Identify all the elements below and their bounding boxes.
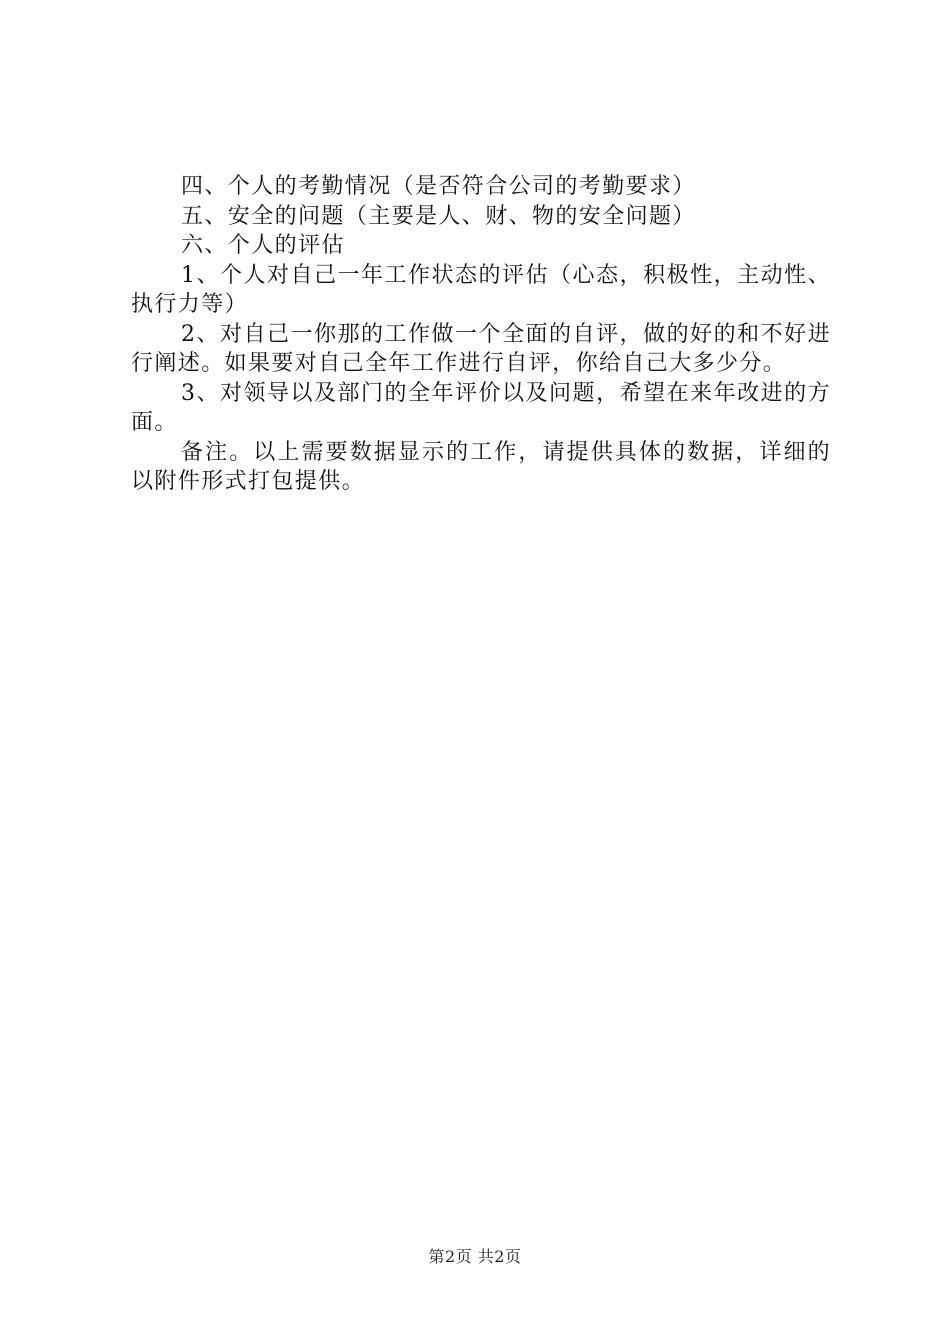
remarks-paragraph: 备注。以上需要数据显示的工作，请提供具体的数据，详细的以附件形式打包提供。 [131, 439, 831, 494]
document-body [131, 172, 831, 497]
evaluation-item-1: 1、个人对自己一年工作状态的评估（心态，积极性，主动性、执行力等） [131, 262, 831, 317]
section-heading-attendance: 四、个人的考勤情况（是否符合公司的考勤要求） [181, 174, 696, 199]
evaluation-item-2: 2、对自己一你那的工作做一个全面的自评，做的好的和不好进行阐述。如果要对自己全年工作进行自评，你给自己大多少分。 [131, 321, 831, 376]
evaluation-item-3: 3、对领导以及部门的全年评价以及问题，希望在来年改进的方面。 [131, 380, 831, 435]
page-number-footer: 第2页 共2页 [428, 1247, 522, 1266]
section-heading-safety: 五、安全的问题（主要是人、财、物的安全问题） [181, 203, 696, 229]
section-heading-evaluation: 六、个人的评估 [181, 233, 345, 258]
